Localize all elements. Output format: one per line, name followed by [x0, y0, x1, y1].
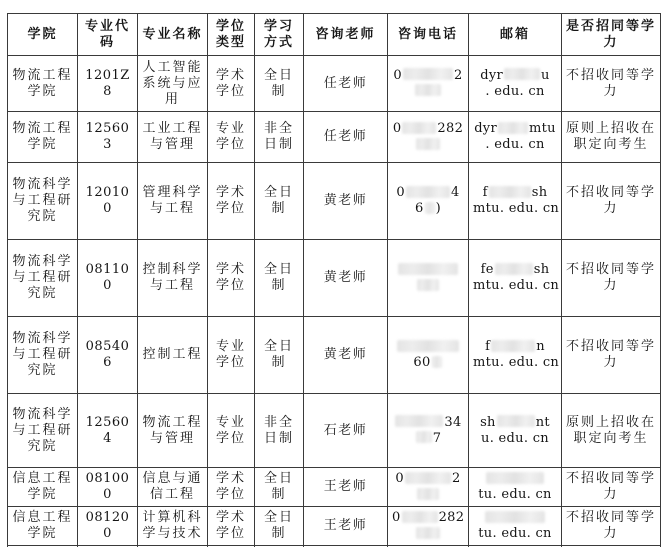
table-row: [8, 163, 661, 240]
visible-fragment: 2: [452, 471, 461, 486]
cell-college: 物流科学与工程研究院: [8, 394, 78, 468]
visible-fragment: 6: [415, 201, 424, 216]
cell-major: 工业工程与管理: [138, 112, 208, 163]
redacted-text-line: [473, 355, 560, 371]
cell-college: 物流科学与工程研究院: [8, 240, 78, 317]
admissions-table: [7, 13, 661, 547]
cell-degree: 专业学位: [208, 317, 255, 394]
redacted-text-line: [392, 201, 464, 217]
cell-major: 信息与通信工程: [138, 468, 208, 507]
visible-fragment: u: [541, 67, 550, 83]
cell-phone: [388, 507, 469, 546]
cell-degree: 学术学位: [208, 163, 255, 240]
visible-fragment: sh: [531, 185, 548, 200]
redacted-text-line: [392, 526, 464, 542]
cell-major: 管理科学与工程: [138, 163, 208, 240]
redaction-blur: [498, 122, 528, 134]
redaction-blur: [416, 431, 432, 443]
redaction-blur: [485, 511, 545, 523]
visible-fragment: nt: [535, 414, 550, 430]
cell-major: 控制工程: [138, 317, 208, 394]
cell-email: [469, 56, 562, 112]
redacted-text-line: [473, 121, 557, 137]
cell-teacher: 任老师: [304, 112, 388, 163]
cell-degree: 学术学位: [208, 240, 255, 317]
cell-code: 125603: [78, 112, 138, 163]
table-row: [8, 317, 661, 394]
cell-phone: [388, 394, 469, 468]
cell-code: 120100: [78, 163, 138, 240]
visible-fragment: mtu. edu. cn: [473, 201, 560, 216]
cell-degree: 专业学位: [208, 394, 255, 468]
visible-fragment: . edu. cn: [485, 137, 545, 152]
cell-code: 081200: [78, 507, 138, 546]
cell-code: 081000: [78, 468, 138, 507]
cell-equiv: 不招收同等学力: [562, 240, 661, 317]
cell-code: 125604: [78, 394, 138, 468]
cell-mode: 非全日制: [255, 394, 304, 468]
cell-college: 物流科学与工程研究院: [8, 163, 78, 240]
cell-major: 物流工程与管理: [138, 394, 208, 468]
table-row: [8, 56, 661, 112]
visible-fragment: f: [482, 185, 488, 200]
table-body: [8, 56, 661, 547]
visible-fragment: 7: [432, 430, 442, 446]
visible-fragment: 0: [392, 510, 401, 525]
cell-phone: [388, 112, 469, 163]
redaction-blur: [397, 340, 459, 352]
table-row: [8, 507, 661, 546]
redacted-text-line: [392, 185, 464, 201]
header-major: 专业名称: [138, 14, 208, 56]
table-row: [8, 240, 661, 317]
cell-code: 1201Z8: [78, 56, 138, 112]
cell-code: 085406: [78, 317, 138, 394]
redaction-blur: [416, 527, 440, 539]
cell-equiv: 不招收同等学力: [562, 56, 661, 112]
redacted-text-line: [473, 278, 560, 294]
cell-college: 物流工程学院: [8, 112, 78, 163]
table-row: [8, 112, 661, 163]
visible-fragment: sh: [480, 414, 496, 430]
redacted-text-line: [473, 526, 557, 542]
redaction-blur: [417, 488, 439, 500]
visible-fragment: 4: [451, 185, 460, 200]
redaction-blur: [406, 186, 450, 198]
header-code: 专业代码: [78, 14, 138, 56]
cell-teacher: 王老师: [304, 468, 388, 507]
cell-major: 计算机科学与技术: [138, 507, 208, 546]
visible-fragment: tu. edu. cn: [478, 487, 552, 502]
cell-college: 信息工程学院: [8, 507, 78, 546]
visible-fragment: mtu. edu. cn: [473, 278, 560, 293]
cell-mode: 非全日制: [255, 112, 304, 163]
cell-mode: 全日制: [255, 163, 304, 240]
visible-fragment: mtu. edu. cn: [473, 355, 560, 370]
cell-email: [469, 394, 562, 468]
redaction-blur: [432, 356, 442, 368]
visible-fragment: dyr: [474, 121, 497, 136]
visible-fragment: dyr: [480, 67, 504, 83]
header-email: 邮箱: [469, 14, 562, 56]
cell-code: 081100: [78, 240, 138, 317]
cell-mode: 全日制: [255, 507, 304, 546]
cell-teacher: 黄老师: [304, 240, 388, 317]
redacted-text-line: [392, 487, 464, 503]
visible-fragment: n: [536, 339, 545, 354]
redacted-text-line: [473, 339, 557, 355]
redacted-text-line: [473, 185, 557, 201]
cell-equiv: 原则上招收在职定向考生: [562, 112, 661, 163]
redaction-blur: [489, 186, 531, 198]
cell-major: 控制科学与工程: [138, 240, 208, 317]
redacted-text-line: [473, 68, 557, 84]
redacted-text-line: [392, 278, 464, 294]
cell-college: 物流工程学院: [8, 56, 78, 112]
redacted-text-line: [392, 355, 464, 371]
redacted-text-line: [473, 201, 560, 217]
redacted-text-line: [473, 487, 557, 503]
header-degree: 学位类型: [208, 14, 255, 56]
cell-teacher: 王老师: [304, 507, 388, 546]
redacted-text-line: [473, 510, 557, 526]
cell-teacher: 任老师: [304, 56, 388, 112]
table-row: [8, 468, 661, 507]
redacted-text-line: [473, 84, 557, 100]
visible-fragment: 282: [437, 121, 464, 136]
visible-fragment: sh: [533, 262, 550, 277]
cell-degree: 学术学位: [208, 56, 255, 112]
cell-mode: 全日制: [255, 56, 304, 112]
visible-fragment: 0: [392, 121, 402, 136]
visible-fragment: 2: [454, 67, 463, 83]
redaction-blur: [398, 263, 458, 275]
header-teacher: 咨询老师: [304, 14, 388, 56]
cell-equiv: 不招收同等学力: [562, 468, 661, 507]
visible-fragment: 0: [393, 67, 402, 83]
cell-equiv: 不招收同等学力: [562, 317, 661, 394]
cell-email: [469, 468, 562, 507]
redaction-blur: [403, 68, 453, 80]
redacted-text-line: [392, 262, 464, 278]
visible-fragment: 34: [444, 414, 462, 430]
cell-phone: [388, 240, 469, 317]
cell-equiv: 不招收同等学力: [562, 163, 661, 240]
cell-teacher: 黄老师: [304, 317, 388, 394]
redaction-blur: [402, 122, 436, 134]
visible-fragment: . edu. cn: [485, 83, 545, 99]
header-equiv: 是否招同等学力: [562, 14, 661, 56]
redaction-blur: [405, 472, 451, 484]
visible-fragment: u. edu. cn: [481, 430, 549, 446]
visible-fragment: tu. edu. cn: [478, 526, 552, 541]
redaction-blur: [415, 84, 441, 96]
cell-degree: 学术学位: [208, 507, 255, 546]
redaction-blur: [417, 279, 439, 291]
visible-fragment: f: [485, 339, 491, 354]
redacted-text-line: [473, 415, 557, 431]
cell-college: 物流科学与工程研究院: [8, 317, 78, 394]
redaction-blur: [395, 415, 443, 427]
visible-fragment: 0: [396, 185, 405, 200]
cell-degree: 专业学位: [208, 112, 255, 163]
redacted-text-line: [392, 68, 464, 84]
header-row: [8, 14, 661, 56]
redacted-text-line: [392, 137, 464, 153]
cell-teacher: 黄老师: [304, 163, 388, 240]
cell-phone: [388, 163, 469, 240]
redacted-text-line: [473, 471, 557, 487]
redacted-text-line: [473, 262, 557, 278]
visible-fragment: 60: [413, 355, 431, 370]
redaction-blur: [497, 415, 535, 427]
cell-email: [469, 240, 562, 317]
visible-fragment: fe: [480, 262, 494, 277]
redacted-text-line: [392, 84, 464, 100]
header-mode: 学习方式: [255, 14, 304, 56]
visible-fragment: mtu: [528, 121, 556, 136]
cell-email: [469, 112, 562, 163]
visible-fragment: ): [435, 201, 441, 216]
redacted-text-line: [473, 431, 557, 447]
redacted-text-line: [392, 121, 464, 137]
redacted-text-line: [392, 415, 464, 431]
redaction-blur: [402, 511, 438, 523]
cell-equiv: 原则上招收在职定向考生: [562, 394, 661, 468]
redaction-blur: [504, 68, 540, 80]
cell-mode: 全日制: [255, 468, 304, 507]
cell-teacher: 石老师: [304, 394, 388, 468]
header-college: 学院: [8, 14, 78, 56]
visible-fragment: 282: [438, 510, 465, 525]
redacted-text-line: [392, 510, 464, 526]
redacted-text-line: [392, 339, 464, 355]
cell-major: 人工智能系统与应用: [138, 56, 208, 112]
redaction-blur: [495, 263, 533, 275]
redaction-blur: [491, 340, 535, 352]
cell-phone: [388, 317, 469, 394]
cell-email: [469, 163, 562, 240]
redaction-blur: [486, 472, 544, 484]
redacted-text-line: [392, 471, 464, 487]
cell-phone: [388, 468, 469, 507]
cell-mode: 全日制: [255, 317, 304, 394]
cell-phone: [388, 56, 469, 112]
cell-email: [469, 507, 562, 546]
redacted-text-line: [473, 137, 557, 153]
redaction-blur: [416, 138, 440, 150]
visible-fragment: 0: [395, 471, 404, 486]
cell-mode: 全日制: [255, 240, 304, 317]
cell-college: 信息工程学院: [8, 468, 78, 507]
redacted-text-line: [392, 431, 464, 447]
table-row: [8, 394, 661, 468]
cell-email: [469, 317, 562, 394]
cell-degree: 学术学位: [208, 468, 255, 507]
cell-equiv: 不招收同等学力: [562, 507, 661, 546]
table-header: [8, 14, 661, 56]
redaction-blur: [425, 202, 435, 214]
header-phone: 咨询电话: [388, 14, 469, 56]
